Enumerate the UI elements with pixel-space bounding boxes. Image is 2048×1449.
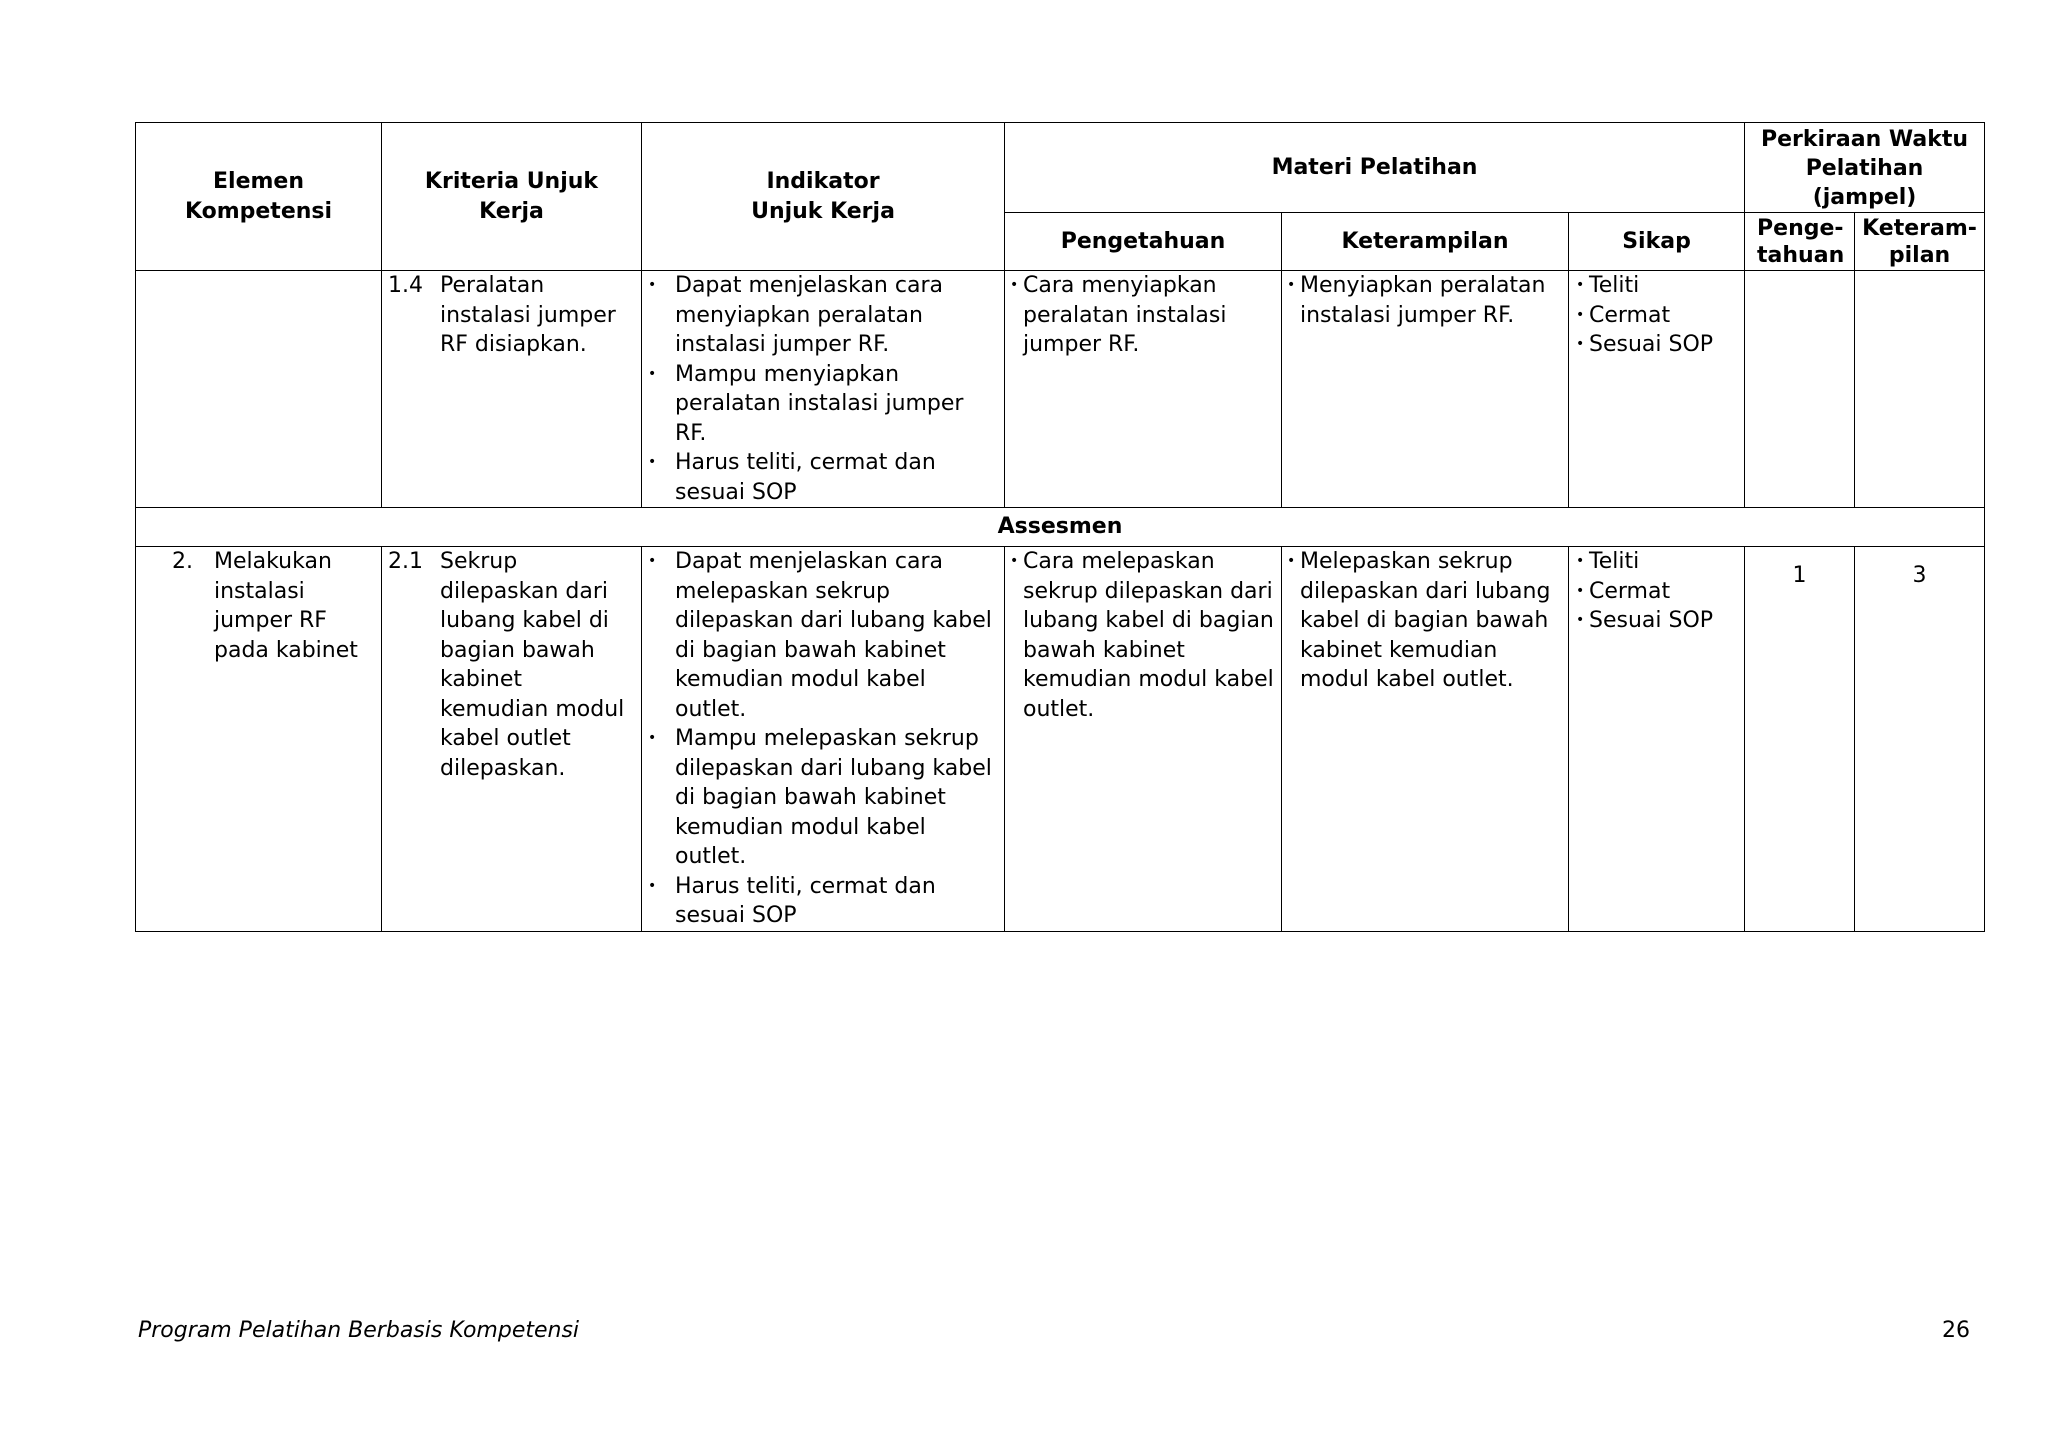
header-elemen [136, 123, 382, 271]
header-jp-pengetahuan-label: Penge- tahuan [1757, 215, 1845, 268]
sikap-item: • Sesuai SOP [1572, 330, 1740, 360]
kuk-number: 1.4 [388, 273, 423, 298]
jp-pengetahuan-cell [1745, 547, 1855, 932]
header-jp-keterampilan [1855, 213, 1985, 271]
indikator-item: • Dapat menjelaskan cara menyiapkan peralatan instalasi jumper RF. [643, 271, 996, 360]
sikap-cell [1569, 271, 1745, 508]
indikator-item: • Mampu menyiapkan peralatan instalasi jumper RF. [643, 360, 996, 449]
indikator-item: • Harus teliti, cermat dan sesuai SOP [643, 872, 996, 931]
indikator-cell [642, 547, 1005, 932]
header-materi-label: Materi Pelatihan [1271, 154, 1478, 180]
header-perkiraan [1745, 123, 1985, 213]
kuk-text: Peralatan instalasi jumper RF disiapkan. [440, 273, 616, 357]
pengetahuan-item: • Cara melepaskan sekrup dilepaskan dari lubang kabel di bagian bawah kabinet kemudian modul kabel outlet. [1006, 547, 1275, 724]
indikator-item: • Mampu melepaskan sekrup dilepaskan dari lubang kabel di bagian bawah kabinet kemudian modul kabel outlet. [643, 724, 996, 872]
indikator-item: • Dapat menjelaskan cara melepaskan sekrup dilepaskan dari lubang kabel di bagian bawah kabinet kemudian modul kabel outlet. [643, 547, 996, 724]
jp-keterampilan-cell [1855, 547, 1985, 932]
header-jp-keterampilan-label: Keteram- pilan [1862, 215, 1977, 268]
header-row-1 [136, 123, 1985, 213]
page-number: 26 [1942, 1318, 1970, 1343]
keterampilan-cell [1282, 547, 1569, 932]
jp-pengetahuan-value: 1 [1792, 563, 1807, 588]
header-indikator [642, 123, 1005, 271]
jp-keterampilan-cell [1855, 271, 1985, 508]
kuk-cell [382, 271, 642, 508]
header-pengetahuan-label: Pengetahuan [1060, 228, 1226, 254]
jp-keterampilan-value: 3 [1912, 563, 1927, 588]
header-elemen-label: Elemen Kompetensi [184, 169, 333, 224]
pengetahuan-item: • Cara menyiapkan peralatan instalasi jumper RF. [1006, 271, 1275, 360]
header-indikator-label: Indikator Unjuk Kerja [751, 169, 895, 224]
elemen-cell [136, 271, 382, 508]
sikap-item: • Cermat [1572, 301, 1740, 331]
header-sikap [1569, 213, 1745, 271]
assesmen-label: Assesmen [997, 514, 1123, 540]
keterampilan-item: • Menyiapkan peralatan instalasi jumper RF. [1283, 271, 1562, 330]
indikator-item: • Harus teliti, cermat dan sesuai SOP [643, 448, 996, 507]
header-perkiraan-label: Perkiraan Waktu Pelatihan (jampel) [1760, 127, 1969, 210]
sikap-item: • Teliti [1572, 271, 1740, 301]
sikap-item: • Cermat [1572, 577, 1740, 607]
indikator-cell [642, 271, 1005, 508]
assesmen-row [136, 508, 1985, 547]
header-jp-pengetahuan [1745, 213, 1855, 271]
header-keterampilan [1282, 213, 1569, 271]
header-materi [1005, 123, 1745, 213]
table-row [136, 547, 1985, 932]
jp-pengetahuan-cell [1745, 271, 1855, 508]
elemen-text: Melakukan instalasi jumper RF pada kabinet [214, 549, 358, 663]
keterampilan-item: • Melepaskan sekrup dilepaskan dari lubang kabel di bagian bawah kabinet kemudian modul kabel outlet. [1283, 547, 1562, 695]
kuk-text: Sekrup dilepaskan dari lubang kabel di bagian bawah kabinet kemudian modul kabel outlet dilepaskan. [440, 549, 625, 781]
header-sikap-label: Sikap [1622, 228, 1691, 254]
sikap-item: • Sesuai SOP [1572, 606, 1740, 636]
header-kriteria-label: Kriteria Unjuk Kerja [424, 169, 599, 224]
pengetahuan-cell [1005, 271, 1282, 508]
header-pengetahuan [1005, 213, 1282, 271]
kuk-number: 2.1 [388, 549, 423, 574]
header-kriteria [382, 123, 642, 271]
elemen-number: 2. [172, 549, 193, 574]
kuk-cell [382, 547, 642, 932]
competency-table [135, 122, 1985, 932]
assesmen-cell [136, 508, 1985, 547]
keterampilan-cell [1282, 271, 1569, 508]
sikap-cell [1569, 547, 1745, 932]
header-keterampilan-label: Keterampilan [1341, 228, 1509, 254]
footer-program-title: Program Pelatihan Berbasis Kompetensi [138, 1318, 580, 1343]
elemen-cell [136, 547, 382, 932]
table-row [136, 271, 1985, 508]
sikap-item: • Teliti [1572, 547, 1740, 577]
pengetahuan-cell [1005, 547, 1282, 932]
